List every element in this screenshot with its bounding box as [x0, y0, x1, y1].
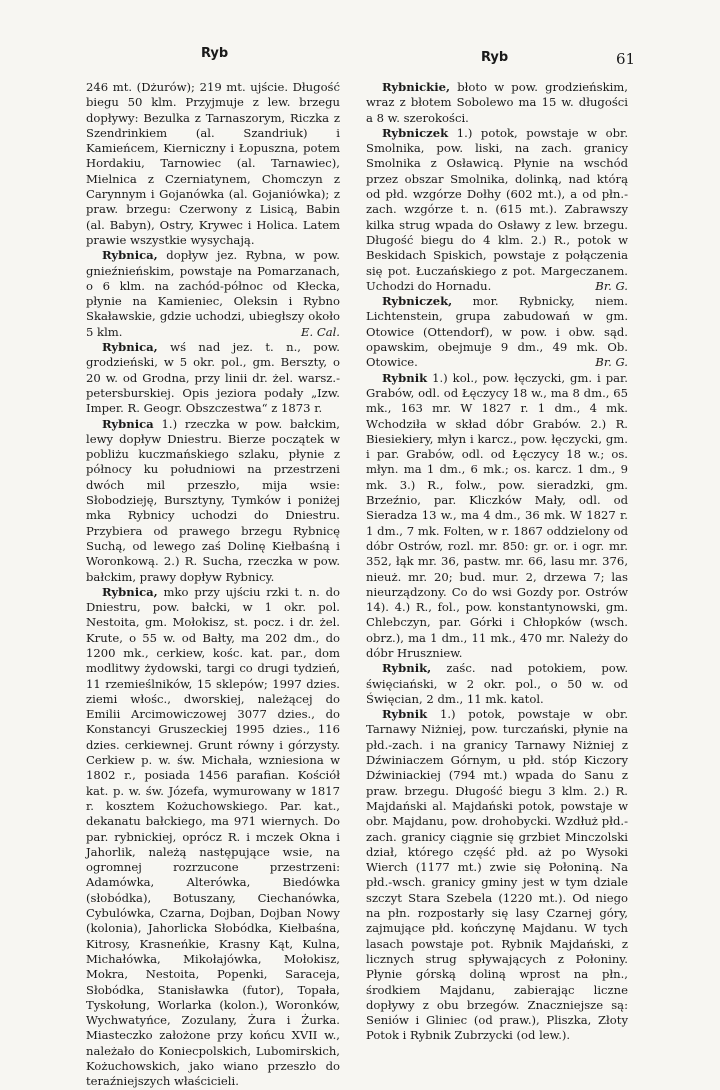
entry-text: wś nad jez. t. n., pow. grodzieński, w 5 okr. pol., gm. Berszty, o 20 w. od Grodna, przy linii dr. żel. warsz.-petersburskiej. Opis jeziora podały „Izw. Imper. R. Geogr. Obszczestwa“ z 1873 r. — [86, 340, 340, 416]
entry-headword: Rybnica, — [102, 248, 158, 263]
entry-text: mor. Rybnicky, niem. Lichtenstein, grupa zabudowań w gm. Otowice (Ottendorf), w pow. i obw. sąd. opawskim, obejmuje 9 dm., 49 mk. Ob. Otowice. — [366, 294, 628, 370]
dictionary-entry — [366, 294, 628, 370]
entry-text: 1.) rzeczka w pow. bałckim, lewy dopływ Dniestru. Bierze początek w pobliżu kuczmańskiego szlaku, płynie z północy ku południowi na przestrzeni dwóch mil przeszło, mija wsie: Słobodzieję, Bursztyny, Tymków i poniżej mka Rybnicy uchodzi do Dniestru. Przybiera od prawego brzegu Rybnicę Suchą, od lewego zaś Dolinę Kiełbaśną i Woronkową. 2.) R. Sucha, rzeczka w pow. bałckim, prawy dopływ Rybnicy. — [86, 416, 340, 584]
author-signature: E. Cal. — [300, 324, 340, 339]
entry-text: dopływ jez. Rybna, w pow. gnieźnieńskim, powstaje na Pomarzanach, o 6 klm. na zachód-północ od Kłecka, płynie na Kamieniec, Oleksin i Rybno Skaławskie, gdzie uchodzi, ubiegłszy około 5 klm. — [86, 248, 340, 339]
entry-headword: Rybnica, — [102, 584, 158, 599]
page-number: 61 — [616, 50, 636, 68]
entry-text: mko przy ujściu rzki t. n. do Dniestru, pow. bałcki, w 1 okr. pol. Nestoita, gm. Mołokisz, st. pocz. i dr. żel. Krute, o 55 w. od Bałty, ma 202 dm., do 1200 mk., cerkiew, kośc. kat. par., dom modlitwy żydowski, targi co drugi tydzień, 11 rzemieślników, 15 sklepów; 1997 dzies. ziemi włośc., dworskiej, należącej do Emilii Arcimowiczowej 3077 dzies., do Konstancyi Gruszeckiej 1995 dzies., 116 dzies. cerkiewnej. Grunt równy i górzysty. Cerkiew p. w. św. Michała, wzniesiona w 1802 r., posiada 1456 parafian. Kościół kat. p. w. św. Józefa, wymurowany w 1817 r. kosztem Kożuchowskiego. Par. kat., dekanatu bałckiego, ma 971 wiernych. Do par. rybnickiej, oprócz R. i mczek Okna i Jahorlik, należą następujące wsie, na ogromnej rozrzucone przestrzeni: Adamówka, Alterówka, Biedówka (słobódka), Botuszany, Ciechanówka, Cybulówka, Czarna, Dojban, Dojban Nowy (kolonia), Jahorlicka Słobódka, Kiełbaśna, Kitrosy, Krasneńkie, Krasny Kąt, Kulna, Michałówka, Mikołajówka, Mołokisz, Mokra, Nestoita, Popenki, Saraceja, Słobódka, Stanisławka (futor), Topała, Tyskołung, Worlarka (kolon.), Woronków, Wychwatyńce, Zozulany, Żura i Żurka. Miasteczko założone przy końcu XVII w., należało do Koniecpolskich, Lubomirskich, Kożuchowskich, jako wiano przeszło do teraźniejszych właścicieli. — [86, 584, 340, 1089]
dictionary-entry — [366, 661, 628, 707]
entry-text: błoto w pow. grodzieńskim, wraz z błotem Sobolewo ma 15 w. długości a 8 w. szerokości. — [366, 80, 628, 125]
running-head-right: Ryb — [481, 50, 509, 65]
entry-headword: Rybnickie, — [382, 80, 451, 94]
running-head-left: Ryb — [201, 46, 229, 61]
dictionary-entry — [366, 80, 628, 126]
entry-headword: Rybnica, — [102, 340, 158, 355]
right-column — [366, 80, 628, 1044]
entry-headword: Rybniczek — [382, 125, 449, 140]
entry-headword: Rybnica — [102, 416, 154, 431]
author-signature: Br. G. — [595, 278, 628, 293]
running-head — [0, 44, 720, 68]
left-column — [86, 80, 340, 1090]
entry-headword: Rybnik — [382, 707, 428, 722]
entry-text: 1.) potok, powstaje w obr. Tarnawy Niżniej, pow. turczański, płynie na płd.-zach. i na granicy Tarnawy Niżniej z Dźwiniaczem Górnym, u płd. stóp Kiczory Dźwiniackiej (794 mt.) wpada do Sanu z praw. brzegu. Długość biegu 3 klm. 2.) R. Majdański al. Majdański potok, powstaje w obr. Majdanu, pow. drohobycki. Wzdłuż płd.-zach. granicy ciągnie się grzbiet Minczolski dział, którego część płd. aż po Wysoki Wierch (1177 mt.) zwie się Połoniną. Na płd.-wsch. granicy gminy jest w tym dziale szczyt Stara Szebela (1220 mt.). Od niego na płn. rozpostarły się lasy Czarnej góry, zajmujące płd. kończynę Majdanu. W tych lasach powstaje pot. Rybnik Majdański, z licznych strug spływających z Połoniny. Płynie górską doliną wprost na płn., środkiem Majdanu, zabierając liczne dopływy z obu brzegów. Znaczniejsze są: Seniów i Gliniec (od praw.), Pliszka, Złoty Potok i Rybnik Zubrzycki (od lew.). — [366, 707, 628, 1043]
dictionary-entry — [86, 248, 340, 340]
entry-headword: Rybniczek, — [382, 294, 453, 309]
author-signature: Br. G. — [595, 355, 628, 370]
entry-headword: Rybnik, — [382, 661, 432, 676]
dictionary-entry — [86, 585, 340, 1090]
dictionary-entry — [366, 126, 628, 294]
dictionary-entry — [366, 707, 628, 1044]
entry-text: 1.) potok, powstaje w obr. Smolnika, pow. liski, na zach. granicy Smolnika z Osławicą. Płynie na wschód przez obszar Smolnika, dolinką, nad którą od płd. wzgórze Dołhy (602 mt.), a od płn.-zach. wzgórze t. n. (615 mt.). Zabrawszy kilka strug wpada do Osławy z lew. brzegu. Długość biegu do 4 klm. 2.) R., potok w Beskidach Spiskich, powstaje z połączenia się pot. Łuczańskiego z pot. Margeczanem. Uchodzi do Hornadu. — [366, 125, 628, 293]
entry-text: 1.) kol., pow. łęczycki, gm. i par. Grabów, odl. od Łęczycy 18 w., ma 8 dm., 65 mk., 163 mr. W 1827 r. 1 dm., 4 mk. Wchodziła w skład dóbr Grabów. 2.) R. Biesiekiery, młyn i karcz., pow. łęczycki, gm. i par. Grabów, odl. od Łęczycy 18 w.; os. młyn. ma 1 dm., 6 mk.; os. karcz. 1 dm., 9 mk. 3.) R., folw., pow. sieradzki, gm. Brzeźnio, par. Kliczków Mały, odl. od Sieradza 13 w., ma 4 dm., 36 mk. W 1827 r. 1 dm., 7 mk. Folten, w r. 1867 oddzielony od dóbr Ostrów, rozl. mr. 850: gr. or. i ogr. mr. 352, łąk mr. 36, pastw. mr. 66, lasu mr. 376, nieuż. mr. 20; bud. mur. 2, drzewa 7; las nieurządzony. Co do wsi Gozdy por. Ostrów 14). 4.) R., fol., pow. konstantynowski, gm. Chlebczyn, par. Górki i Chłopków (wsch. obrz.), ma 1 dm., 11 mk., 470 mr. Należy do dóbr Hruszniew. — [366, 370, 628, 660]
entry-text: zaśc. nad potokiem, pow. święciański, w 2 okr. pol., o 50 w. od Święcian, 2 dm., 11 mk. katol. — [366, 661, 628, 706]
entry-text: 246 mt. (Dżurów); 219 mt. ujście. Długość biegu 50 klm. Przyjmuje z lew. brzegu dopływy: Bezulka z Tarnaszorym, Riczka z Szendrinkiem (al. Szandriuk) i Kamieńcem, Kierniczny i Łopuszna, potem Hordakiu, Tarnowiec (al. Tarnawiec), Mielnica z Czerniatynem, Chomczyn z Carynnym i Gojanówka (al. Gojaniówka); z praw. brzegu: Czerwony z Lisicą, Babin (al. Babyn), Ostry, Krywec i Holica. Latem prawie wszystkie wysychają. — [86, 80, 340, 247]
entry-headword: Rybnik — [382, 370, 428, 385]
dictionary-entry — [86, 340, 340, 416]
dictionary-entry — [86, 417, 340, 585]
dictionary-entry — [366, 371, 628, 662]
entry-continuation — [86, 80, 340, 248]
